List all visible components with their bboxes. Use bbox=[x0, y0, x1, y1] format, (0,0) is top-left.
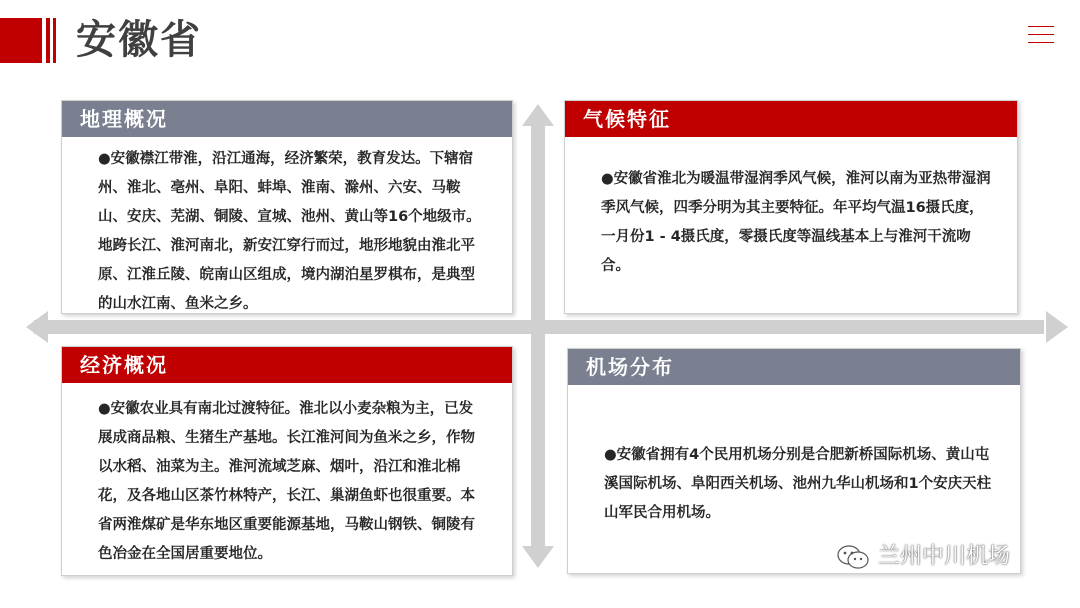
menu-icon[interactable] bbox=[1028, 26, 1054, 46]
quadrant-body: ●安徽农业具有南北过渡特征。淮北以小麦杂粮为主，已发展成商品粮、生猪生产基地。长江淮河间为鱼米之乡，作物以水稻、油菜为主。淮河流域芝麻、烟叶，沿江和淮北棉花，及各地山区茶竹林特产，长江、巢湖鱼虾也很重要。本省两淮煤矿是华东地区重要能源基地，马鞍山钢铁、铜陵有色冶金在全国居重要地位。 bbox=[98, 401, 475, 562]
quadrant-economy bbox=[61, 346, 513, 576]
arrow-left-icon bbox=[26, 311, 48, 343]
title-accent-stripe bbox=[46, 18, 50, 63]
quadrant-title: 地理概况 bbox=[62, 101, 512, 137]
watermark-text: 兰州中川机场 bbox=[878, 544, 1011, 569]
quadrant-title: 机场分布 bbox=[568, 349, 1020, 385]
vertical-axis bbox=[531, 122, 545, 550]
arrow-down-icon bbox=[522, 546, 554, 568]
quadrant-geography bbox=[61, 100, 513, 314]
quadrant-body: ●安徽省淮北为暖温带湿润季风气候，淮河以南为亚热带湿润季风气候，四季分明为其主要特征。年平均气温16摄氏度，一月份1 - 4摄氏度，零摄氏度等温线基本上与淮河干流吻合。 bbox=[601, 171, 991, 274]
quadrant-title: 经济概况 bbox=[62, 347, 512, 383]
page-title: 安徽省 bbox=[76, 17, 202, 63]
arrow-right-icon bbox=[1046, 311, 1068, 343]
title-accent-bar bbox=[0, 18, 42, 63]
quadrant-airports bbox=[567, 348, 1021, 574]
quadrant-body: ●安徽襟江带淮，沿江通海，经济繁荣，教育发达。下辖宿州、淮北、亳州、阜阳、蚌埠、淮南、滁州、六安、马鞍山、安庆、芜湖、铜陵、宣城、池州、黄山等16个地级市。地跨长江、淮河南北，新安江穿行而过，地形地貌由淮北平原、江淮丘陵、皖南山区组成，境内湖泊星罗棋布，是典型的山水江南、鱼米之乡。 bbox=[98, 151, 481, 312]
wechat-icon bbox=[836, 544, 870, 570]
quadrant-climate bbox=[564, 100, 1018, 314]
quadrant-body: ●安徽省拥有4个民用机场分别是合肥新桥国际机场、黄山屯溪国际机场、阜阳西关机场、池州九华山机场和1个安庆天柱山军民合用机场。 bbox=[604, 447, 992, 521]
quadrant-title: 气候特征 bbox=[565, 101, 1017, 137]
watermark bbox=[836, 542, 1010, 572]
title-accent-stripe bbox=[53, 18, 56, 63]
arrow-up-icon bbox=[522, 104, 554, 126]
